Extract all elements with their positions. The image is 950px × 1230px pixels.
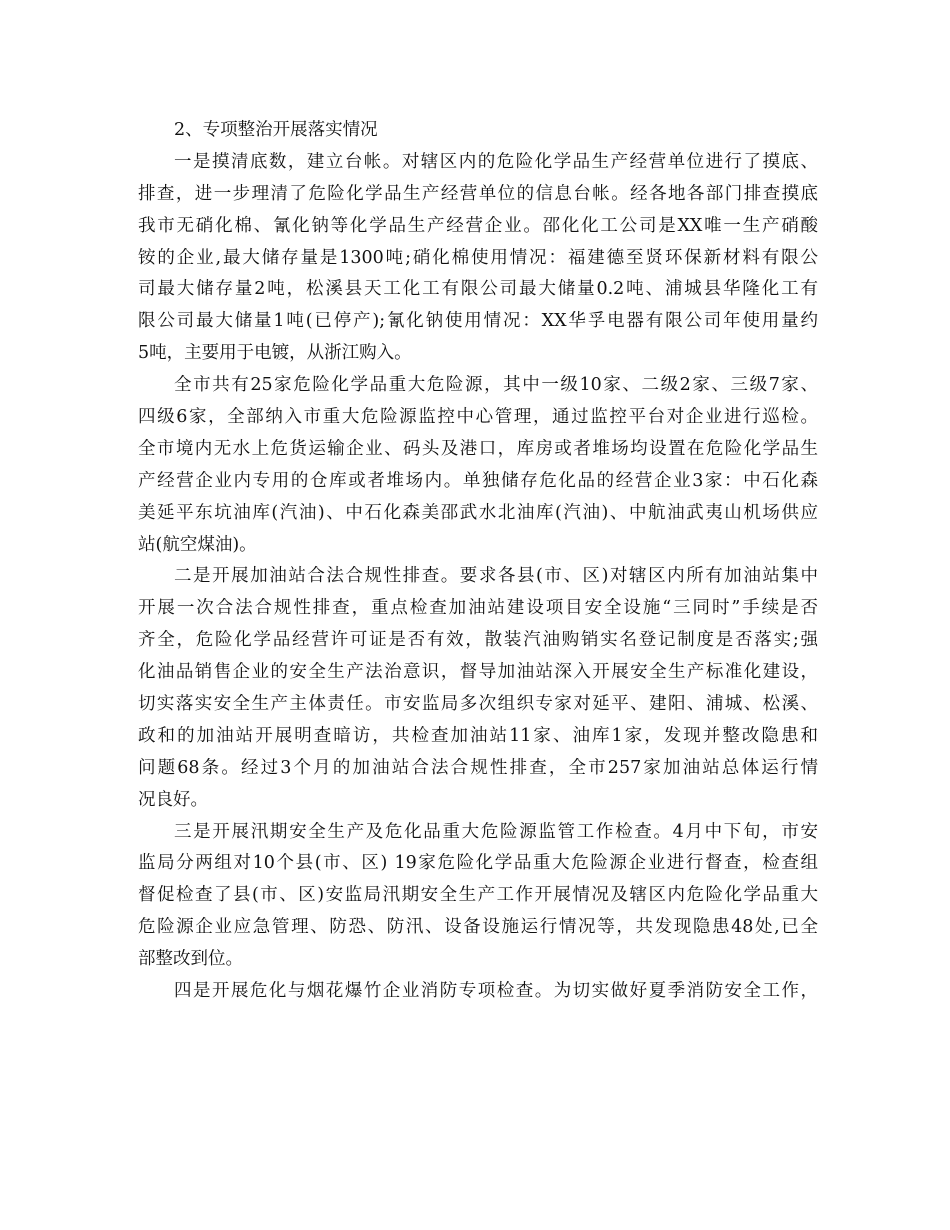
text-line: 产经营企业内专用的仓库或者堆场内。单独储存危化品的经营企业3家：中石化森: [138, 470, 818, 491]
section-heading: 2、专项整治开展落实情况: [174, 120, 378, 140]
text-line: 铵的企业,最大储存量是1300吨;硝化棉使用情况：福建德至贤环保新材料有限公: [138, 247, 818, 268]
text-line: 问题68条。经过3个月的加油站合法合规性排查，全市257家加油站总体运行情: [138, 757, 818, 778]
text-line: 限公司最大储量1吨(已停产);氰化钠使用情况：XX华孚电器有限公司年使用量约: [138, 311, 818, 332]
text-line: 齐全，危险化学品经营许可证是否有效，散装汽油购销实名登记制度是否落实;强: [138, 630, 818, 651]
text-line: 四级6家，全部纳入市重大危险源监控中心管理，通过监控平台对企业进行巡检。: [138, 407, 818, 428]
text-line: 开展一次合法合规性排查，重点检查加油站建设项目安全设施“三同时”手续是否: [138, 598, 818, 619]
text-line: 排查，进一步理清了危险化学品生产经营单位的信息台帐。经各地各部门排查摸底: [138, 183, 818, 204]
text-line: 政和的加油站开展明查暗访，共检查加油站11家、油库1家，发现并整改隐患和: [138, 725, 818, 746]
document-body: [138, 115, 818, 1008]
text-line: 司最大储存量2吨，松溪县天工化工有限公司最大储量0.2吨、浦城县华隆化工有: [138, 279, 818, 300]
text-line: 切实落实安全生产主体责任。市安监局多次组织专家对延平、建阳、浦城、松溪、: [138, 694, 818, 715]
text-line: 化油品销售企业的安全生产法治意识，督导加油站深入开展安全生产标准化建设，: [138, 662, 818, 683]
text-line: 站(航空煤油)。: [138, 534, 257, 555]
text-line: 三是开展汛期安全生产及危化品重大危险源监管工作检查。4月中下旬，市安: [174, 821, 818, 842]
text-line: 部整改到位。: [138, 949, 243, 970]
text-line: 二是开展加油站合法合规性排查。要求各县(市、区)对辖区内所有加油站集中: [174, 566, 818, 587]
text-line: 况良好。: [138, 789, 208, 810]
text-line: 全市境内无水上危货运输企业、码头及港口，库房或者堆场均设置在危险化学品生: [138, 438, 818, 459]
text-line: 一是摸清底数，建立台帐。对辖区内的危险化学品生产经营单位进行了摸底、: [174, 151, 818, 172]
text-line: 全市共有25家危险化学品重大危险源，其中一级10家、二级2家、三级7家、: [174, 375, 818, 396]
text-line: 危险源企业应急管理、防恐、防汛、设备设施运行情况等，共发现隐患48处,已全: [138, 917, 818, 938]
text-line: 四是开展危化与烟花爆竹企业消防专项检查。为切实做好夏季消防安全工作，: [174, 981, 818, 1002]
text-line: 我市无硝化棉、氰化钠等化学品生产经营企业。邵化化工公司是XX唯一生产硝酸: [138, 215, 818, 236]
text-line: 美延平东坑油库(汽油)、中石化森美邵武水北油库(汽油)、中航油武夷山机场供应: [138, 502, 818, 523]
text-line: 监局分两组对10个县(市、区) 19家危险化学品重大危险源企业进行督查，检查组: [138, 853, 818, 874]
text-line: 5吨，主要用于电镀，从浙江购入。: [138, 343, 412, 364]
text-line: 督促检查了县(市、区)安监局汛期安全生产工作开展情况及辖区内危险化学品重大: [138, 885, 818, 906]
